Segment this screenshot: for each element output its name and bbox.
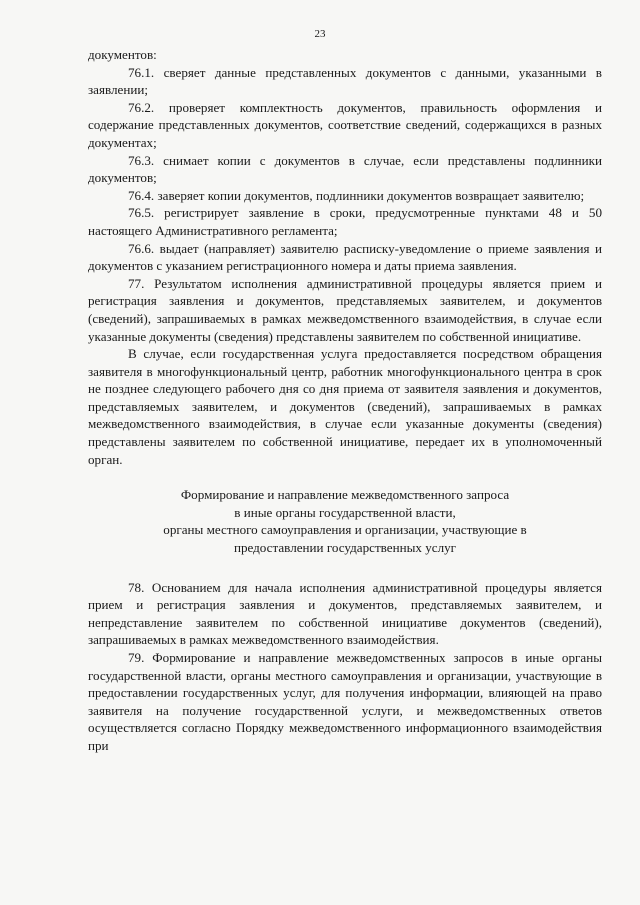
heading-line: в иные органы государственной власти, bbox=[234, 504, 456, 520]
paragraph-76-1: 76.1. сверяет данные представленных документов с данными, указанными в заявлении; bbox=[88, 64, 602, 98]
page-number: 23 bbox=[314, 28, 326, 40]
paragraph-77: 77. Результатом исполнения административной процедуры является прием и регистрация заявления и документов, представляемых заявителем, и документов (сведений), запрашиваемых в рамках межведомственного взаимодействия, в случае если указанные документы (сведения) представлены заявителем по собственной инициативе. bbox=[88, 275, 602, 344]
paragraph-76-4: 76.4. заверяет копии документов, подлинники документов возвращает заявителю; bbox=[128, 187, 585, 203]
paragraph-76-2: 76.2. проверяет комплектность документов, правильность оформления и содержание представленных документов, соответствие сведений, содержащихся в разных документах; bbox=[88, 99, 602, 150]
heading-line: Формирование и направление межведомственного запроса bbox=[180, 487, 510, 503]
paragraph-76-3: 76.3. снимает копии с документов в случае, если представлены подлинники документов; bbox=[88, 152, 602, 186]
paragraph-76-5: 76.5. регистрирует заявление в сроки, предусмотренные пунктами 48 и 50 настоящего Административного регламента; bbox=[88, 205, 602, 238]
document-body bbox=[88, 46, 602, 755]
paragraph-78: 78. Основанием для начала исполнения административной процедуры является прием и регистрация заявления и документов, представляемых заявителем, и непредставление заявителем по собственной инициативе документов (сведений), запрашиваемых в рамках межведомственного взаимодействия. bbox=[88, 579, 602, 648]
paragraph-76-6: 76.6. выдает (направляет) заявителю расписку-уведомление о приеме заявления и документов с указанием регистрационного номера и даты приема заявления. bbox=[88, 240, 602, 274]
paragraph-continuation: документов: bbox=[88, 47, 157, 62]
paragraph-mfc: В случае, если государственная услуга предоставляется посредством обращения заявителя в многофункциональный центр, работник многофункционального центра в срок не позднее следующего рабочего дня со дня приема от заявителя заявления и документов, представляемых заявителем, и документов (сведений), запрашиваемых в рамках межведомственного взаимодействия, в случае если указанные документы (сведения) представлены заявителем по собственной инициативе, передает их в уполномоченный орган. bbox=[88, 346, 602, 467]
section-heading bbox=[88, 486, 602, 556]
paragraph-79: 79. Формирование и направление межведомственных запросов в иные органы государственной власти, органы местного самоуправления и организации, участвующие в предоставлении государственных услуг, для получения информации, влияющей на право заявителя на получение государственной услуги, и межведомственных ответов осуществляется согласно Порядку межведомственного информационного взаимодействия при bbox=[88, 650, 602, 753]
heading-line: органы местного самоуправления и организации, участвующие в bbox=[163, 522, 527, 538]
heading-line: предоставлении государственных услуг bbox=[233, 540, 457, 556]
